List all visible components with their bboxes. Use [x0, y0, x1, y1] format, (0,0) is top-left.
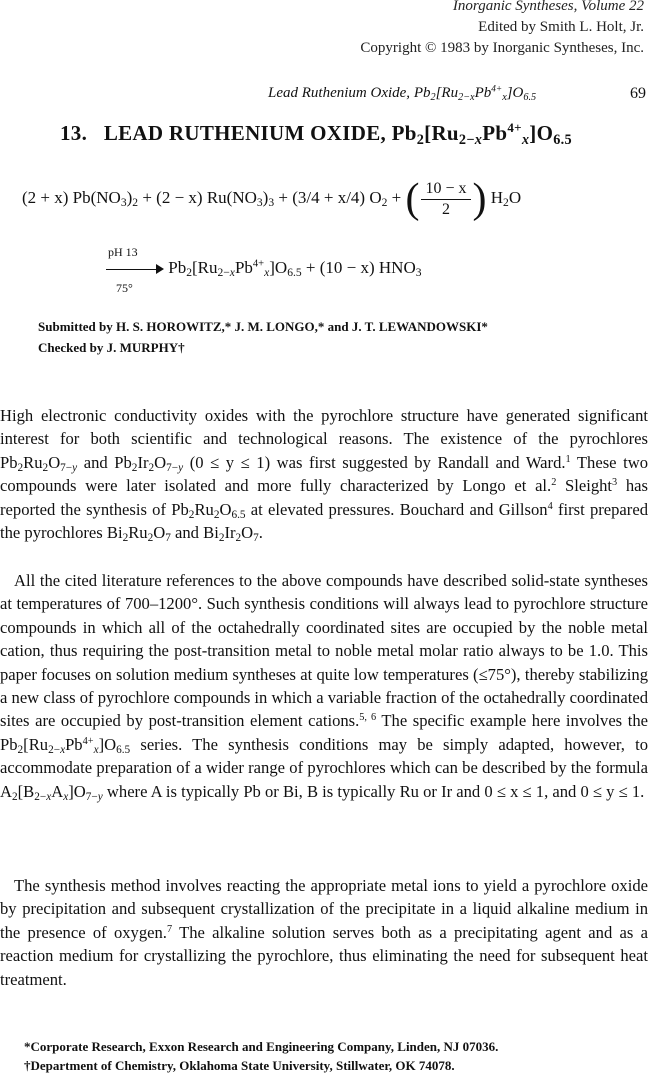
arrow-condition-ph: pH 13	[108, 245, 138, 260]
chapter-number: 13.	[60, 121, 88, 145]
eq-term-oxygen: (3/4 + x/4) O	[292, 187, 382, 207]
editor-line: Edited by Smith L. Holt, Jr.	[478, 19, 644, 35]
citation-ref: 2	[551, 477, 557, 489]
copyright-line: Copyright © 1983 by Inorganic Syntheses, Inc.	[360, 40, 644, 56]
running-head-text: Lead Ruthenium Oxide,	[268, 85, 414, 101]
running-head: Lead Ruthenium Oxide, $Pb_2[Ru_{2-x}Pb^{4+}_x]O_{6.5}$	[268, 84, 537, 103]
equation-reactants: (2 + x) $Pb(NO_3)_2 + (2 - x) Ru(NO_3)_3 + (3/4 + x/4) O_2$ + ( $\frac{10 - x}{2}$ ) $H_2O$	[22, 176, 522, 222]
citation-ref: 5, 6	[359, 712, 377, 724]
eq-fraction-numerator: 10 − x	[421, 180, 470, 200]
citation-ref: 1	[565, 453, 571, 465]
eq-water-fraction	[421, 180, 470, 219]
page-number: 69	[630, 85, 646, 102]
citation-ref: 3	[612, 477, 618, 489]
eq-fraction-denominator: 2	[442, 200, 450, 218]
equation-products: $\frac{pH 13}{75^\circ}$ $Pb_2[Ru_{2-x}Pb^{4+}_x]O_{6.5} + (10 - x)$ $HNO_3$	[108, 245, 422, 296]
checked-by: Checked by J. MURPHY†	[38, 340, 185, 355]
chapter-title-text: LEAD RUTHENIUM OXIDE,	[103, 121, 392, 145]
series-volume: Inorganic Syntheses, Volume 22	[452, 0, 644, 14]
submitted-by: Submitted by H. S. HOROWITZ,* J. M. LONGO,* and J. T. LEWANDOWSKI*	[38, 319, 488, 334]
citation-ref: 4	[547, 500, 553, 512]
body-paragraph-1: High electronic conductivity oxides with the pyrochlore structure have generated significant interest for both scientific and technological reasons. The existence of the pyrochlores $Pb_2Ru_2O_{7-y}$ and $Pb_2Ir_2O_{7-y}$ (0 ≤ y ≤ 1) was first suggested by Randall and Ward.$^1$ These two compounds were later isolated and more fully characterized by Longo et al.$^2$ Sleight$^3$ has reported the synthesis of $Pb_2Ru_2O_{6.5}$ at elevated pressures. Bouchard and Gillson$^4$ first prepared the pyrochlores $Bi_2Ru_2O_7$ and $Bi_2Ir_2O_7$.	[0, 406, 648, 545]
eq-nitric-acid: (10 − x) HNO	[319, 258, 416, 277]
citation-ref: 7	[166, 923, 173, 935]
footnote-affiliation-1: *Corporate Research, Exxon Research and Engineering Company, Linden, NJ 07036.	[24, 1039, 499, 1054]
reaction-arrow	[106, 245, 164, 296]
eq-water: H	[490, 187, 504, 207]
footnote-affiliation-2: †Department of Chemistry, Oklahoma State University, Stillwater, OK 74078.	[24, 1058, 455, 1073]
body-paragraph-3: The synthesis method involves reacting the appropriate metal ions to yield a pyrochlore oxide by precipitation and subsequent crystallization of the precipitate in a liquid alkaline medium in the presence of oxygen.$^7$ The alkaline solution serves both as a precipitating agent and as a reaction medium for crystallizing the pyrochlore, thus eliminating the need for subsequent heat treatment.	[0, 876, 649, 989]
body-paragraph-2: All the cited literature references to the above compounds have described solid-state syntheses at temperatures of 700–1200°. Such synthesis conditions will always lead to pyrochlore structure compounds in which all of the octahedrally coordinated sites are occupied by the noble metal cation, thus requiring the post-transition metal to noble metal molar ratio always to be 1.0. This paper focuses on solution medium syntheses at quite low temperatures (≤75°), thereby stabilizing a new class of pyrochlore compounds in which a variable fraction of the octahedrally coordinated sites are occupied by post-transition element cations.$^{5, 6}$ The specific example here involves the $Pb_2[Ru_{2-x}Pb^{4+}_x]O_{6.5}$ series. The synthesis conditions may be simply adapted, however, to accommodate preparation of a wider range of pyrochlores which can be described by the formula $A_2[B_{2-x}A_x]O_{7-y}$ where A is typically Pb or Bi, B is typically Ru or Ir and 0 ≤ x ≤ 1, and 0 ≤ y ≤ 1.	[0, 571, 648, 803]
eq-term-ruthenium-nitrate: (2 − x) Ru(NO	[156, 187, 257, 207]
eq-term-lead-nitrate: (2 + x) Pb(NO	[22, 187, 121, 207]
arrow-condition-temp: 75°	[116, 281, 133, 296]
chapter-title: 13. LEAD RUTHENIUM OXIDE, $Pb_2[Ru_{2-x}Pb^{4+}_x]O_{6.5}$	[60, 120, 572, 148]
